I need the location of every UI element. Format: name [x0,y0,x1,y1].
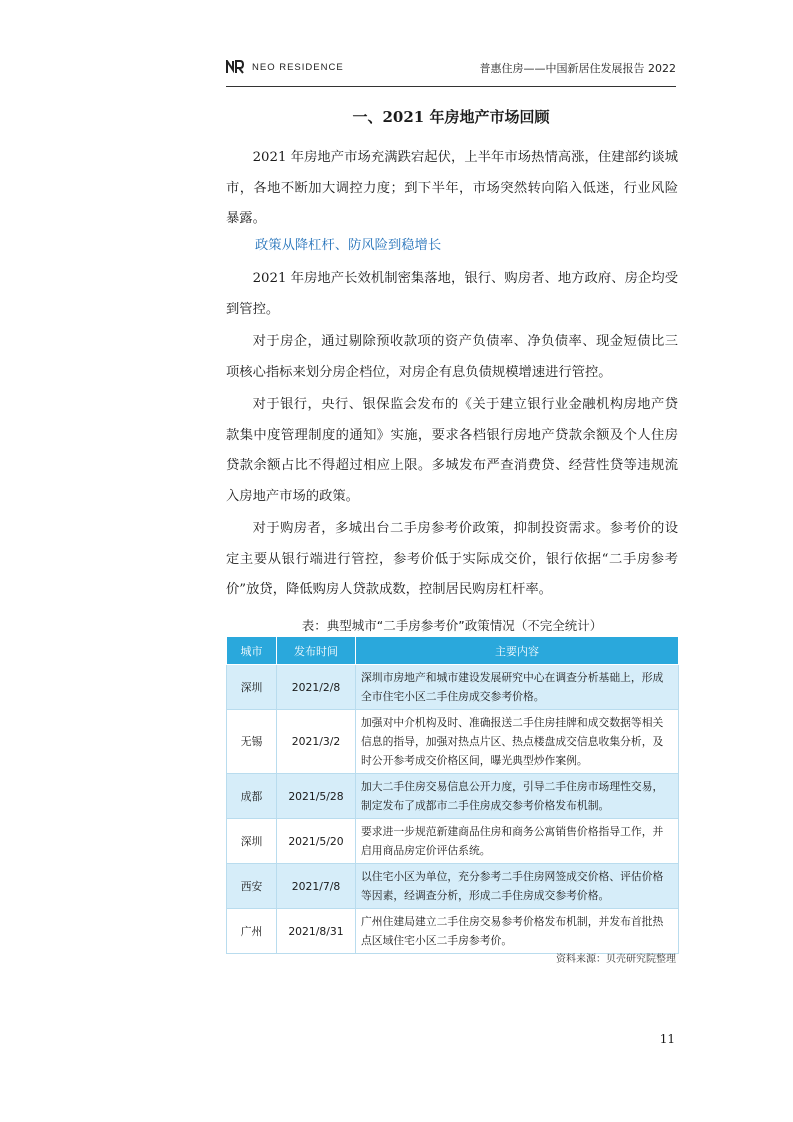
paragraph-long-term-mechanism: 2021 年房地产长效机制密集落地，银行、购房者、地方政府、房企均受到管控。 [226,271,678,317]
table-row [227,710,679,774]
cell-content: 加强对中介机构及时、准确报送二手住房挂牌和成交数据等相关信息的指导，加强对热点片区、热点楼盘成交信息收集分析，及时公开参考成交价格区间，曝光典型炒作案例。 [356,710,679,774]
table-row [227,774,679,819]
cell-date: 2021/8/31 [277,909,356,954]
paragraph-market-overview: 2021 年房地产市场充满跌宕起伏，上半年市场热情高涨，住建部约谈城市，各地不断加大调控力度；到下半年，市场突然转向陷入低迷，行业风险暴露。 [226,150,678,226]
cell-date: 2021/7/8 [277,864,356,909]
cell-city: 广州 [227,909,277,954]
nr-logo-icon [226,60,244,74]
table-header-row [227,637,679,665]
table-row [227,665,679,710]
paragraph-banks: 对于银行，央行、银保监会发布的《关于建立银行业金融机构房地产贷款集中度管理制度的通知》实施，要求各档银行房地产贷款余额及个人住房贷款余额占比不得超过相应上限。多城发布严查消费贷、经营性贷等违规流入房地产市场的政策。 [226,397,678,504]
header-city: 城市 [227,637,277,665]
page-number: 11 [659,1032,675,1046]
logo-text: NEO RESIDENCE [252,61,344,73]
table-caption: 表：典型城市“二手房参考价”政策情况（不完全统计） [301,618,603,633]
header-content: 主要内容 [356,637,679,665]
section-title: 一、2021 年房地产市场回顾 [352,108,550,126]
paragraph-buyers: 对于购房者，多城出台二手房参考价政策，抑制投资需求。参考价的设定主要从银行端进行管控，参考价低于实际成交价，银行依据“二手房参考价”放贷，降低购房人贷款成数，控制居民购房杠杆率。 [226,521,678,597]
cell-date: 2021/5/28 [277,774,356,819]
table-source: 资料来源：贝壳研究院整理 [556,954,676,965]
cell-date: 2021/2/8 [277,665,356,710]
cell-content: 广州住建局建立二手住房交易参考价格发布机制，并发布首批热点区域住宅小区二手房参考价。 [356,909,679,954]
cell-content: 加大二手住房交易信息公开力度，引导二手住房市场理性交易，制定发布了成都市二手住房成交参考价格发布机制。 [356,774,679,819]
subheading-policy: 政策从降杠杆、防风险到稳增长 [255,238,442,253]
table-row [227,819,679,864]
cell-city: 深圳 [227,665,277,710]
paragraph-developers: 对于房企，通过剔除预收款项的资产负债率、净负债率、现金短债比三项核心指标来划分房企档位，对房企有息负债规模增速进行管控。 [226,334,678,380]
cell-city: 西安 [227,864,277,909]
policy-table [226,636,679,954]
cell-content: 要求进一步规范新建商品住房和商务公寓销售价格指导工作，并启用商品房定价评估系统。 [356,819,679,864]
cell-content: 以住宅小区为单位，充分参考二手住房网签成交价格、评估价格等因素，经调查分析，形成二手住房成交参考价格。 [356,864,679,909]
table-row [227,909,679,954]
cell-date: 2021/5/20 [277,819,356,864]
logo [226,59,344,75]
cell-city: 深圳 [227,819,277,864]
header-date: 发布时间 [277,637,356,665]
report-title: 普惠住房——中国新居住发展报告 2022 [479,62,676,75]
page-header [226,56,676,87]
cell-content: 深圳市房地产和城市建设发展研究中心在调查分析基础上，形成全市住宅小区二手住房成交参考价格。 [356,665,679,710]
cell-date: 2021/3/2 [277,710,356,774]
cell-city: 无锡 [227,710,277,774]
cell-city: 成都 [227,774,277,819]
table-row [227,864,679,909]
